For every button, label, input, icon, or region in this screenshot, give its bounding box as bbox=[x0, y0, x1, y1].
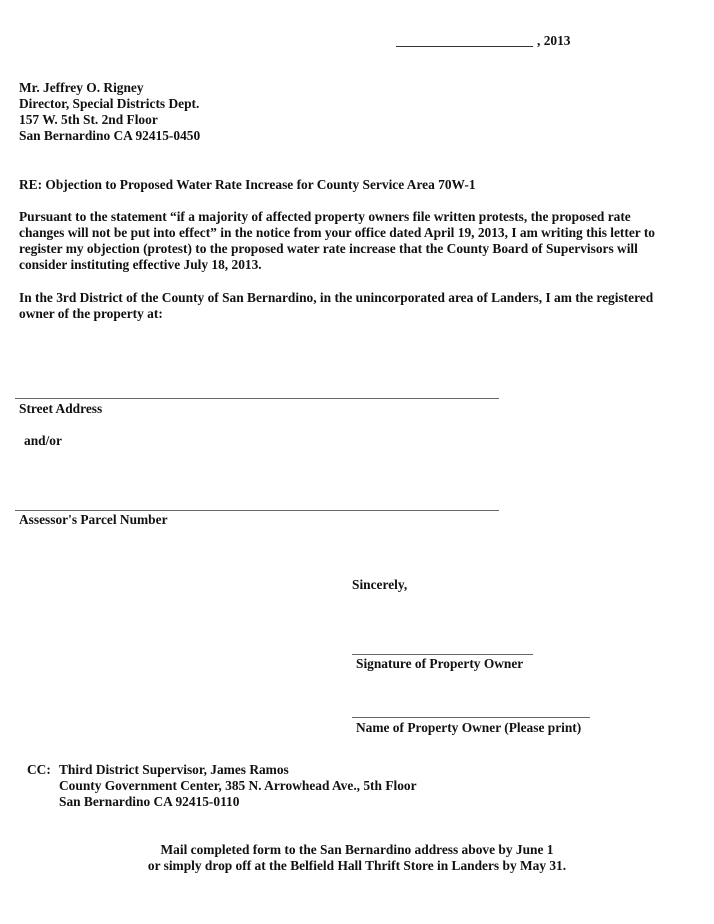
cc-line: San Bernardino CA 92415-0110 bbox=[59, 794, 240, 809]
paragraph-line: owner of the property at: bbox=[19, 306, 163, 321]
body-paragraph-2 bbox=[19, 290, 699, 322]
paragraph-line: register my objection (protest) to the proposed water rate increase that the County Board of Supervisors will bbox=[19, 241, 638, 256]
signature-label: Signature of Property Owner bbox=[356, 656, 524, 671]
street-address-field[interactable] bbox=[15, 398, 499, 399]
paragraph-line: In the 3rd District of the County of San Bernardino, in the unincorporated area of Landers, I am the registered bbox=[19, 290, 654, 305]
recipient-name: Mr. Jeffrey O. Rigney bbox=[19, 80, 144, 95]
street-address-label: Street Address bbox=[19, 401, 103, 416]
date-blank-line bbox=[396, 46, 533, 47]
subject-line: RE: Objection to Proposed Water Rate Increase for County Service Area 70W-1 bbox=[19, 177, 476, 192]
mailing-instructions-line: Mail completed form to the San Bernardino address above by June 1 bbox=[160, 842, 554, 857]
date-year: , 2013 bbox=[537, 33, 571, 48]
signature-field[interactable] bbox=[352, 654, 533, 655]
owner-name-label: Name of Property Owner (Please print) bbox=[356, 720, 582, 735]
recipient-title: Director, Special Districts Dept. bbox=[19, 96, 200, 111]
recipient-city: San Bernardino CA 92415-0450 bbox=[19, 128, 201, 143]
mailing-instructions-line: or simply drop off at the Belfield Hall Thrift Store in Landers by May 31. bbox=[147, 858, 567, 873]
parcel-number-field[interactable] bbox=[15, 510, 499, 511]
andor-text: and/or bbox=[24, 433, 62, 448]
sincerely-text: Sincerely, bbox=[352, 577, 408, 592]
parcel-number-label: Assessor's Parcel Number bbox=[19, 512, 168, 527]
recipient-address bbox=[19, 80, 200, 144]
owner-name-field[interactable] bbox=[352, 717, 590, 718]
body-paragraph-1 bbox=[19, 209, 699, 273]
cc-block bbox=[27, 762, 289, 778]
paragraph-line: changes will not be put into effect” in the notice from your office dated April 19, 2013, I am writing this letter to bbox=[19, 225, 655, 240]
cc-line: Third District Supervisor, James Ramos bbox=[59, 762, 289, 777]
cc-line: County Government Center, 385 N. Arrowhead Ave., 5th Floor bbox=[59, 778, 417, 793]
cc-label: CC: bbox=[27, 762, 51, 777]
paragraph-line: Pursuant to the statement “if a majority of affected property owners file written protests, the proposed rate bbox=[19, 209, 631, 224]
paragraph-line: consider instituting effective July 18, 2013. bbox=[19, 257, 262, 272]
recipient-street: 157 W. 5th St. 2nd Floor bbox=[19, 112, 158, 127]
